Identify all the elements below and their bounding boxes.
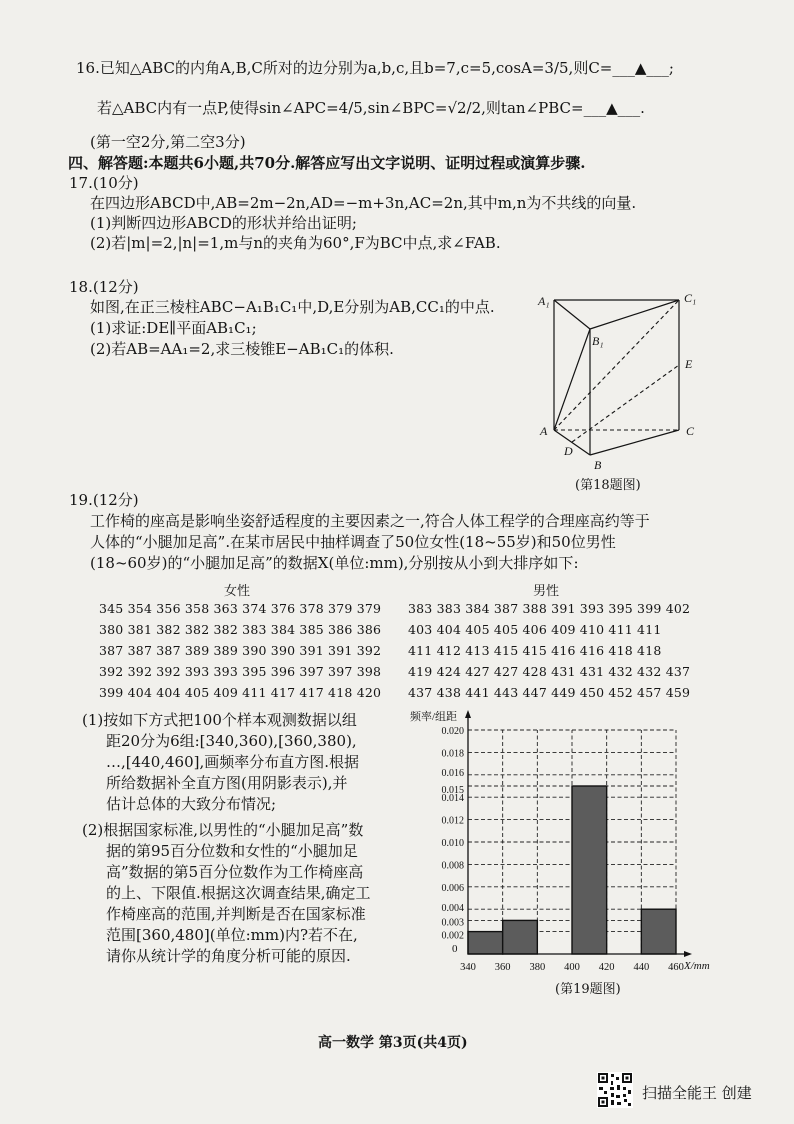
female-label: 女性 — [224, 584, 251, 599]
y-tick-label: 0.015 — [441, 785, 464, 796]
y-tick-label: 0.018 — [441, 748, 464, 760]
y-axis-arrow — [465, 710, 471, 718]
y-tick-label: 0.003 — [441, 917, 464, 929]
female-row: 345 354 356 358 363 374 376 378 379 379 — [99, 601, 382, 616]
page-footer: 高一数学 第3页(共4页) — [318, 1035, 468, 1051]
female-row: 387 387 387 389 389 390 390 391 391 392 — [99, 643, 382, 658]
label-B: B — [594, 458, 602, 472]
q17-heading: 17.(10分) — [69, 174, 139, 192]
q19-part2-line: 据的第95百分位数和女性的“小腿加足 — [106, 842, 358, 860]
male-row: 403 404 405 405 406 409 410 411 411 — [408, 622, 662, 637]
histogram-bar — [641, 909, 676, 954]
scanner-watermark: 扫描全能王 创建 — [642, 1084, 752, 1102]
x-tick-label: 380 — [529, 962, 546, 973]
female-row: 399 404 404 405 409 411 417 417 418 420 — [99, 685, 382, 700]
q19-part1-line: 估计总体的大致分布情况; — [106, 795, 277, 813]
x-axis-label: X/mm — [684, 960, 710, 972]
q17-text: 在四边形ABCD中,AB=2m−2n,AD=−m+3n,AC=2n,其中m,n为不共线的向量. — [90, 194, 637, 212]
q16-line2: 若△ABC内有一点P,使得sin∠APC=4/5,sin∠BPC=√2/2,则tan∠PBC=___▲___. — [97, 99, 645, 117]
histogram-chart — [400, 700, 730, 975]
y-tick-label: 0.020 — [441, 726, 464, 737]
y-tick-label: 0.012 — [441, 815, 464, 827]
q19-part1-line: 距20分为6组:[340,360),[360,380), — [106, 732, 357, 750]
male-label: 男性 — [533, 584, 560, 599]
q16-note: (第一空2分,第二空3分) — [90, 133, 246, 151]
label-C: C — [686, 424, 695, 438]
y-tick-label: 0.010 — [441, 838, 464, 849]
q19-part1-line: …,[440,460],画频率分布直方图.根据 — [106, 753, 360, 771]
histogram-bar — [468, 932, 503, 954]
male-row: 411 412 413 415 415 416 416 418 418 — [408, 643, 662, 658]
x-tick-label: 460 — [668, 962, 684, 973]
label-A1: A₁ — [538, 294, 550, 308]
q18-part2: (2)若AB=AA₁=2,求三棱锥E−AB₁C₁的体积. — [90, 340, 394, 358]
histogram-bar — [572, 786, 607, 954]
origin-label: 0 — [452, 943, 458, 955]
q19-part2-line: (2)根据国家标准,以男性的“小腿加足高”数 — [82, 821, 364, 839]
q19-part2-line: 作椅座高的范围,并判断是否在国家标准 — [106, 905, 366, 923]
y-tick-label: 0.014 — [441, 793, 464, 805]
y-tick-label: 0.008 — [441, 860, 464, 872]
qr-code-icon — [597, 1072, 633, 1108]
x-tick-label: 440 — [633, 962, 650, 973]
x-axis-arrow — [684, 951, 692, 957]
y-tick-label: 0.016 — [441, 767, 464, 779]
y-tick-label: 0.002 — [441, 930, 464, 942]
q16-line1: 16.已知△ABC的内角A,B,C所对的边分别为a,b,c,且b=7,c=5,cosA=3/5,则C=___▲___; — [76, 59, 674, 77]
label-A: A — [540, 424, 548, 438]
label-D: D — [564, 444, 573, 458]
q17-part2: (2)若|m|=2,|n|=1,m与n的夹角为60°,F为BC中点,求∠FAB. — [90, 234, 501, 252]
q17-part1: (1)判断四边形ABCD的形状并给出证明; — [90, 214, 357, 232]
female-row: 380 381 382 382 382 383 384 385 386 386 — [99, 622, 382, 637]
figure-18-caption: (第18题图) — [575, 478, 641, 493]
section-heading: 四、解答题:本题共6小题,共70分.解答应写出文字说明、证明过程或演算步骤. — [68, 154, 586, 172]
y-axis-label: 频率/组距 — [410, 711, 458, 723]
q19-part2-line: 请你从统计学的角度分析可能的原因. — [106, 947, 351, 965]
label-E: E — [685, 357, 693, 371]
x-tick-label: 420 — [598, 962, 615, 973]
q19-part2-line: 范围[360,480](单位:mm)内?若不在, — [106, 926, 358, 944]
prism-figure — [530, 288, 710, 493]
q18-part1: (1)求证:DE∥平面AB₁C₁; — [90, 319, 257, 337]
histogram-bar — [503, 920, 538, 954]
label-B1: B₁ — [592, 334, 604, 348]
q19-part2-line: 的上、下限值.根据这次调查结果,确定工 — [106, 884, 371, 902]
y-tick-label: 0.006 — [441, 882, 464, 894]
figure-19-caption: (第19题图) — [555, 982, 621, 997]
male-row: 437 438 441 443 447 449 450 452 457 459 — [408, 685, 691, 700]
q19-part2-line: 高”数据的第5百分位数作为工作椅座高 — [106, 863, 364, 881]
male-row: 383 383 384 387 388 391 393 395 399 402 — [408, 601, 691, 616]
q19-part1-line: (1)按如下方式把100个样本观测数据以组 — [82, 711, 357, 729]
q18-text: 如图,在正三棱柱ABC−A₁B₁C₁中,D,E分别为AB,CC₁的中点. — [90, 298, 495, 316]
q19-para-2: 人体的“小腿加足高”.在某市居民中抽样调查了50位女性(18~55岁)和50位男性 — [90, 533, 616, 551]
q18-heading: 18.(12分) — [69, 278, 139, 296]
q19-part1-line: 所给数据补全直方图(用阴影表示),并 — [106, 774, 348, 792]
q19-para-3: (18~60岁)的“小腿加足高”的数据X(单位:mm),分别按从小到大排序如下: — [90, 554, 579, 572]
q19-heading: 19.(12分) — [69, 491, 139, 509]
x-tick-label: 340 — [460, 962, 476, 973]
label-C1: C₁ — [684, 291, 697, 305]
male-row: 419 424 427 427 428 431 431 432 432 437 — [408, 664, 691, 679]
x-tick-label: 360 — [494, 962, 511, 973]
q19-para-1: 工作椅的座高是影响坐姿舒适程度的主要因素之一,符合人体工程学的合理座高约等于 — [90, 512, 650, 530]
y-tick-label: 0.004 — [441, 903, 464, 915]
x-tick-label: 400 — [564, 962, 580, 973]
female-row: 392 392 392 393 393 395 396 397 397 398 — [99, 664, 382, 679]
